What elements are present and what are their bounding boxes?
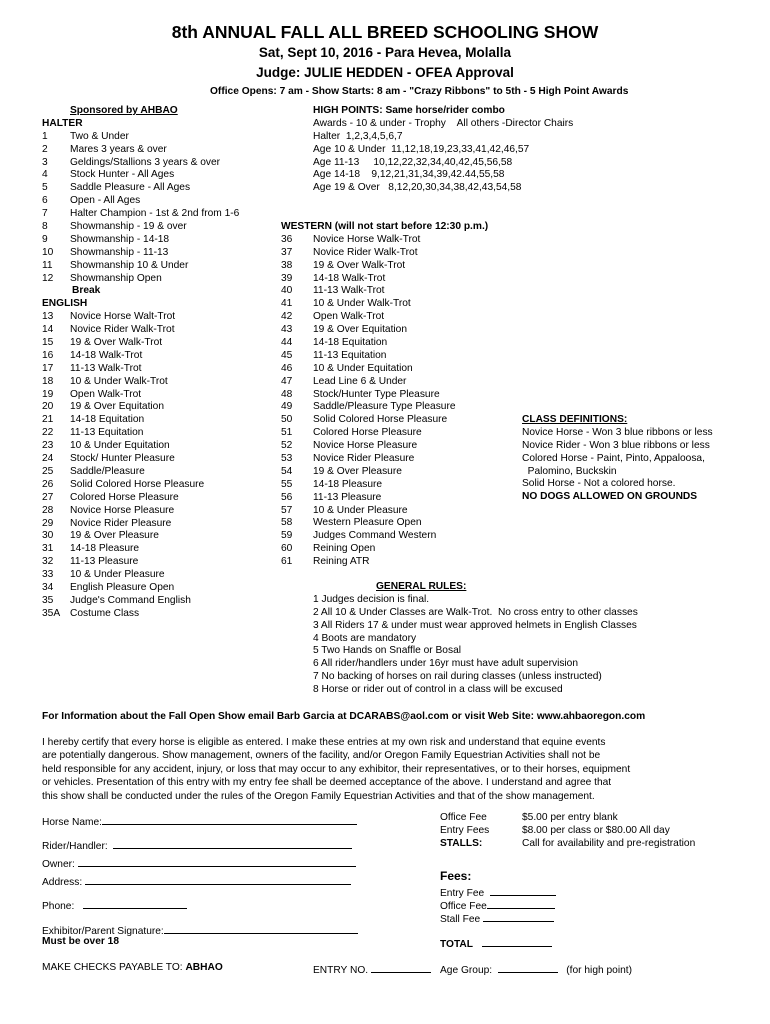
class-number: 50 xyxy=(281,414,293,426)
entry-no-label: ENTRY NO. xyxy=(313,965,369,976)
age-requirement: Must be over 18 xyxy=(42,936,119,947)
class-name: Novice Rider Pleasure xyxy=(313,453,415,465)
phone-label: Phone: xyxy=(42,901,75,912)
class-number: 31 xyxy=(42,543,54,555)
phone-line[interactable] xyxy=(83,898,187,909)
class-name: Judge's Command English xyxy=(70,594,191,606)
class-row xyxy=(42,505,282,518)
exhibitor-signature-label: Exhibitor/Parent Signature: xyxy=(42,926,164,937)
class-row xyxy=(42,169,282,182)
class-number: 54 xyxy=(281,465,293,477)
english-heading: ENGLISH xyxy=(42,298,88,310)
class-name: Halter Champion - 1st & 2nd from 1-6 xyxy=(70,208,240,220)
checks-payee: ABHAO xyxy=(185,962,223,973)
rule-line-text: 6 All rider/handlers under 16yr must have adult supervision xyxy=(313,658,579,670)
class-name: Open Walk-Trot xyxy=(70,388,142,400)
class-name: Two & Under xyxy=(70,130,129,142)
class-name: 14-18 Pleasure xyxy=(70,543,140,555)
address-label: Address: xyxy=(42,877,83,888)
class-row xyxy=(281,324,511,337)
western-heading: WESTERN (will not start before 12:30 p.m.) xyxy=(281,221,489,232)
entry-fee-label: Entry Fee xyxy=(440,888,485,899)
class-row xyxy=(281,285,511,298)
class-name: Showmanship - 11-13 xyxy=(70,246,169,258)
class-name: 11-13 Walk-Trot xyxy=(313,285,385,297)
class-number: 14 xyxy=(42,324,54,336)
class-number: 19 xyxy=(42,388,54,400)
class-row xyxy=(281,440,511,453)
class-name: 14-18 Walk-Trot xyxy=(313,272,386,284)
class-number: 60 xyxy=(281,543,293,555)
class-row xyxy=(42,273,282,286)
definition-line-text: Novice Rider - Won 3 blue ribbons or less xyxy=(522,439,710,451)
class-name: 14-18 Walk-Trot xyxy=(70,349,143,361)
class-row xyxy=(281,376,511,389)
class-row xyxy=(281,311,511,324)
class-name: 11-13 Equitation xyxy=(313,349,387,361)
class-number: 41 xyxy=(281,298,293,310)
class-row xyxy=(281,260,511,273)
general-rules-heading: GENERAL RULES: xyxy=(376,581,467,592)
class-number: 39 xyxy=(281,272,293,284)
stall-fee-label: Stall Fee xyxy=(440,914,481,925)
high-point-line-text: Age 14-18 9,12,21,31,34,39,42.44,55,58 xyxy=(313,169,505,181)
class-row xyxy=(42,350,282,363)
class-number: 10 xyxy=(42,246,54,258)
class-name: Costume Class xyxy=(70,607,140,619)
class-name: Showmanship - 14-18 xyxy=(70,233,170,245)
class-name: Stock Hunter - All Ages xyxy=(70,169,175,181)
class-row xyxy=(42,337,282,350)
class-number: 59 xyxy=(281,530,293,542)
class-name: Novice Horse Walk-Trot xyxy=(313,233,421,245)
class-name: 11-13 Pleasure xyxy=(70,556,139,568)
class-number: 49 xyxy=(281,401,293,413)
class-number: 25 xyxy=(42,465,54,477)
class-definitions-heading: CLASS DEFINITIONS: xyxy=(522,414,628,425)
class-name: Reining ATR xyxy=(313,556,370,568)
exhibitor-signature-line[interactable] xyxy=(164,923,358,934)
class-row xyxy=(42,131,282,144)
age-group-line[interactable] xyxy=(498,962,558,973)
class-row xyxy=(42,195,282,208)
rule-line-text: 7 No backing of horses on rail during classes (unless instructed) xyxy=(313,671,602,683)
class-number: 20 xyxy=(42,401,54,413)
owner-label: Owner: xyxy=(42,859,75,870)
class-number: 36 xyxy=(281,233,293,245)
class-row xyxy=(42,414,282,427)
horse-name-field[interactable] xyxy=(42,814,357,830)
class-row xyxy=(281,556,511,569)
class-name: Novice Horse Walt-Trot xyxy=(70,311,176,323)
high-points-heading: HIGH POINTS: Same horse/rider combo xyxy=(313,105,505,116)
class-number: 46 xyxy=(281,362,293,374)
class-row xyxy=(42,182,282,195)
halter-class-list xyxy=(42,131,282,286)
class-name: Saddle/Pleasure xyxy=(70,465,145,477)
class-row xyxy=(281,389,511,402)
halter-heading: HALTER xyxy=(42,117,83,129)
class-row xyxy=(42,440,282,453)
class-row xyxy=(281,350,511,363)
certification-line: I hereby certify that every horse is eligible as entered. I make these entries at my own risk and understand that equine events xyxy=(42,737,606,748)
class-name: 11-13 Equitation xyxy=(70,427,144,439)
class-name: Novice Rider Walk-Trot xyxy=(313,246,418,258)
class-name: Stock/Hunter Type Pleasure xyxy=(313,388,440,400)
show-date-location: Sat, Sept 10, 2016 - Para Hevea, Molalla xyxy=(258,45,512,60)
class-number: 40 xyxy=(281,285,293,297)
class-row xyxy=(42,595,282,608)
definition-line-text: Solid Horse - Not a colored horse. xyxy=(522,478,676,490)
certification-paragraph xyxy=(42,737,630,804)
class-number: 61 xyxy=(281,556,293,568)
class-name: Saddle Pleasure - All Ages xyxy=(70,182,191,194)
class-name: Lead Line 6 & Under xyxy=(313,375,407,387)
class-name: Showmanship - 19 & over xyxy=(70,221,187,233)
class-number: 13 xyxy=(42,311,54,323)
class-row xyxy=(42,492,282,505)
office-hours-line: Office Opens: 7 am - Show Starts: 8 am - "Crazy Ribbons" to 5th - 5 High Point Awards xyxy=(210,86,629,97)
horse-name-line[interactable] xyxy=(102,814,357,825)
high-point-line-text: Halter 1,2,3,4,5,6,7 xyxy=(313,130,403,142)
class-row xyxy=(42,221,282,234)
class-number: 12 xyxy=(42,272,54,284)
definition-line-text: Colored Horse - Paint, Pinto, Appaloosa, xyxy=(522,452,705,464)
class-number: 9 xyxy=(42,233,48,245)
class-number: 28 xyxy=(42,504,54,516)
fees-schedule xyxy=(440,812,730,851)
class-row xyxy=(281,247,511,260)
class-row xyxy=(281,543,511,556)
class-row xyxy=(42,401,282,414)
rule-line-text: 8 Horse or rider out of control in a class will be excused xyxy=(313,684,563,696)
class-row xyxy=(42,247,282,260)
high-point-line-text: Age 11-13 10,12,22,32,34,40,42,45,56,58 xyxy=(313,156,513,168)
rider-handler-line[interactable] xyxy=(113,838,352,849)
class-number: 15 xyxy=(42,337,54,349)
class-row xyxy=(281,234,511,247)
class-row xyxy=(281,466,511,479)
class-name: Stock/ Hunter Pleasure xyxy=(70,453,175,465)
class-number: 38 xyxy=(281,259,293,271)
class-number: 22 xyxy=(42,427,54,439)
owner-field[interactable] xyxy=(42,856,356,872)
class-name: 19 & Over Equitation xyxy=(70,401,165,413)
class-name: Geldings/Stallions 3 years & over xyxy=(70,156,221,168)
class-number: 4 xyxy=(42,169,48,181)
class-row xyxy=(42,466,282,479)
age-group-field[interactable] xyxy=(440,962,632,978)
fee-row xyxy=(440,812,730,825)
class-name: Novice Rider Pleasure xyxy=(70,517,172,529)
class-name: Solid Colored Horse Pleasure xyxy=(70,478,205,490)
class-name: 11-13 Pleasure xyxy=(313,491,382,503)
class-number: 43 xyxy=(281,324,293,336)
class-name: Novice Horse Pleasure xyxy=(313,440,418,452)
class-row xyxy=(42,518,282,531)
class-row xyxy=(42,453,282,466)
class-name: Reining Open xyxy=(313,543,376,555)
class-row xyxy=(42,376,282,389)
class-row xyxy=(281,363,511,376)
fees-heading: Fees: xyxy=(440,869,472,883)
class-number: 47 xyxy=(281,375,293,387)
class-name: 19 & Over Equitation xyxy=(313,324,408,336)
class-row xyxy=(281,479,511,492)
class-row xyxy=(42,324,282,337)
class-row xyxy=(281,273,511,286)
class-row xyxy=(42,311,282,324)
class-name: Open - All Ages xyxy=(70,195,141,207)
sponsor-label: Sponsored by AHBAO xyxy=(70,105,178,116)
class-number: 34 xyxy=(42,581,54,593)
class-number: 3 xyxy=(42,156,48,168)
english-class-list xyxy=(42,311,282,620)
class-number: 51 xyxy=(281,427,293,439)
class-name: Western Pleasure Open xyxy=(313,517,422,529)
class-number: 2 xyxy=(42,143,48,155)
class-row xyxy=(281,414,511,427)
class-row xyxy=(281,517,511,530)
class-row xyxy=(281,401,511,414)
left-class-column xyxy=(42,105,282,621)
class-number: 24 xyxy=(42,453,54,465)
class-number: 35 xyxy=(42,594,54,606)
class-name: Saddle/Pleasure Type Pleasure xyxy=(313,401,456,413)
judge-line: Judge: JULIE HEDDEN - OFEA Approval xyxy=(256,65,514,80)
fee-label: STALLS: xyxy=(440,837,483,849)
class-number: 45 xyxy=(281,349,293,361)
class-row xyxy=(42,389,282,402)
class-number: 1 xyxy=(42,130,48,142)
rule-line-text: 2 All 10 & Under Classes are Walk-Trot. No cross entry to other classes xyxy=(313,606,638,618)
class-number: 42 xyxy=(281,311,293,323)
no-dogs-notice: NO DOGS ALLOWED ON GROUNDS xyxy=(522,491,698,503)
class-row xyxy=(42,608,282,621)
class-number: 21 xyxy=(42,414,54,426)
western-class-list xyxy=(281,234,511,569)
class-row xyxy=(281,453,511,466)
class-number: 18 xyxy=(42,375,54,387)
class-name: Solid Colored Horse Pleasure xyxy=(313,414,448,426)
class-name: 19 & Over Pleasure xyxy=(313,465,402,477)
class-name: Judges Command Western xyxy=(313,530,437,542)
fee-value: Call for availability and pre-registration xyxy=(522,837,696,849)
class-number: 7 xyxy=(42,208,48,220)
class-row xyxy=(42,144,282,157)
class-number: 57 xyxy=(281,504,293,516)
class-number: 23 xyxy=(42,440,54,452)
class-name: English Pleasure Open xyxy=(70,581,175,593)
class-row xyxy=(42,543,282,556)
address-field[interactable] xyxy=(42,874,351,890)
fee-row xyxy=(440,838,730,851)
class-name: 11-13 Walk-Trot xyxy=(70,362,142,374)
certification-line: held responsible for any accident, injury, or loss that may occur to any exhibitor, their representatives, or to their horses, equipment xyxy=(42,763,631,775)
class-row xyxy=(42,479,282,492)
class-name: Colored Horse Pleasure xyxy=(313,427,422,439)
fee-label: Office Fee xyxy=(440,812,487,823)
rule-line-text: 5 Two Hands on Snaffle or Bosal xyxy=(313,645,462,657)
class-name: 10 & Under Walk-Trot xyxy=(313,298,411,310)
class-name: Mares 3 years & over xyxy=(70,143,167,155)
class-row xyxy=(42,427,282,440)
rule-line-text: 4 Boots are mandatory xyxy=(313,632,417,644)
class-number: 37 xyxy=(281,246,293,258)
class-row xyxy=(42,260,282,273)
class-row xyxy=(42,582,282,595)
stall-fee-line[interactable] xyxy=(483,911,554,922)
class-name: Showmanship Open xyxy=(70,272,162,284)
class-row xyxy=(281,337,511,350)
class-name: Novice Horse Pleasure xyxy=(70,504,175,516)
entry-fee-line[interactable] xyxy=(490,885,556,896)
class-row xyxy=(42,530,282,543)
rider-handler-field[interactable] xyxy=(42,838,352,854)
class-row xyxy=(281,505,511,518)
class-row xyxy=(42,234,282,247)
class-name: 14-18 Equitation xyxy=(70,414,145,426)
class-name: 14-18 Pleasure xyxy=(313,478,383,490)
total-line[interactable] xyxy=(482,936,552,947)
fee-value: $5.00 per entry blank xyxy=(522,812,618,823)
fee-row xyxy=(440,825,730,838)
class-number: 8 xyxy=(42,221,48,233)
class-number: 27 xyxy=(42,491,54,503)
class-row xyxy=(281,298,511,311)
class-name: 10 & Under Walk-Trot xyxy=(70,375,168,387)
class-number: 6 xyxy=(42,195,48,207)
total-label: TOTAL xyxy=(440,939,474,950)
rule-line-text: 1 Judges decision is final. xyxy=(313,593,430,605)
high-point-note: (for high point) xyxy=(566,965,632,976)
high-point-line-text: Age 10 & Under 11,12,18,19,23,33,41,42,46,57 xyxy=(313,143,530,155)
class-number: 35A xyxy=(42,607,61,619)
address-line[interactable] xyxy=(85,874,351,885)
class-name: Novice Rider Walk-Trot xyxy=(70,324,175,336)
class-name: 10 & Under Pleasure xyxy=(313,504,408,516)
entry-no-field[interactable] xyxy=(313,962,431,978)
age-group-label: Age Group: xyxy=(440,965,493,976)
office-fee-label: Office Fee xyxy=(440,901,487,912)
class-number: 11 xyxy=(42,259,53,271)
break-label: Break xyxy=(72,285,101,297)
rule-line-text: 3 All Riders 17 & under must wear approved helmets in English Classes xyxy=(313,619,637,631)
owner-line[interactable] xyxy=(78,856,356,867)
page-title: 8th ANNUAL FALL ALL BREED SCHOOLING SHOW xyxy=(171,22,599,42)
rider-handler-label: Rider/Handler: xyxy=(42,841,108,852)
class-name: 10 & Under Pleasure xyxy=(70,569,165,581)
class-number: 58 xyxy=(281,517,293,529)
class-name: 10 & Under Equitation xyxy=(70,440,170,452)
certification-line: or vehicles. Presentation of this entry with my entry fee shall be deemed acceptance of the above. I understand and agree that xyxy=(42,777,612,789)
class-row xyxy=(281,492,511,505)
class-number: 32 xyxy=(42,556,54,568)
class-name: Colored Horse Pleasure xyxy=(70,491,179,503)
fee-label: Entry Fees xyxy=(440,824,490,836)
class-row xyxy=(281,427,511,440)
class-row xyxy=(42,556,282,569)
class-number: 17 xyxy=(42,362,54,374)
office-fee-line[interactable] xyxy=(487,898,555,909)
class-number: 56 xyxy=(281,491,293,503)
class-name: 14-18 Equitation xyxy=(313,337,388,349)
info-line: For Information about the Fall Open Show email Barb Garcia at DCARABS@aol.com or visit Web Site: www.ahbaoregon.com xyxy=(42,711,646,722)
class-name: Showmanship 10 & Under xyxy=(70,259,189,271)
class-row xyxy=(42,157,282,170)
high-point-line-text: Awards - 10 & under - Trophy All others -Director Chairs xyxy=(313,117,574,129)
checks-payable-label: MAKE CHECKS PAYABLE TO: xyxy=(42,962,183,973)
class-number: 29 xyxy=(42,517,54,529)
checks-payable-line xyxy=(42,962,223,975)
horse-name-label: Horse Name: xyxy=(42,817,103,828)
class-name: 19 & Over Walk-Trot xyxy=(313,259,406,271)
class-number: 44 xyxy=(281,337,293,349)
class-row xyxy=(281,530,511,543)
definition-line-text: Novice Horse - Won 3 blue ribbons or less xyxy=(522,426,713,438)
class-number: 53 xyxy=(281,453,293,465)
western-class-column xyxy=(281,221,511,569)
class-number: 33 xyxy=(42,569,54,581)
class-name: Open Walk-Trot xyxy=(313,311,385,323)
class-number: 48 xyxy=(281,388,293,400)
high-point-line-text: Age 19 & Over 8,12,20,30,34,38,42,43,54,58 xyxy=(313,182,522,194)
class-number: 52 xyxy=(281,440,293,452)
class-number: 16 xyxy=(42,349,54,361)
class-row xyxy=(42,569,282,582)
phone-field[interactable] xyxy=(42,898,187,914)
class-name: 19 & Over Pleasure xyxy=(70,530,159,542)
entry-no-line[interactable] xyxy=(371,962,431,973)
class-number: 55 xyxy=(281,478,293,490)
class-number: 26 xyxy=(42,478,54,490)
class-number: 5 xyxy=(42,182,48,194)
stall-fee-field[interactable] xyxy=(440,911,554,927)
total-field[interactable] xyxy=(440,936,552,952)
fee-value: $8.00 per class or $80.00 All day xyxy=(522,824,670,836)
class-name: 19 & Over Walk-Trot xyxy=(70,337,163,349)
class-name: 10 & Under Equitation xyxy=(313,362,413,374)
certification-line: this show shall be conducted under the rules of the Oregon Family Equestrian Activities and that of the show management. xyxy=(42,790,595,802)
class-number: 30 xyxy=(42,530,54,542)
class-row xyxy=(42,363,282,376)
class-row xyxy=(42,208,282,221)
definition-line-text: Palomino, Buckskin xyxy=(522,465,617,477)
certification-line: are potentially dangerous. Show management, owners of the facility, and/or Oregon Family Equestrian Activities shall not be xyxy=(42,750,601,762)
